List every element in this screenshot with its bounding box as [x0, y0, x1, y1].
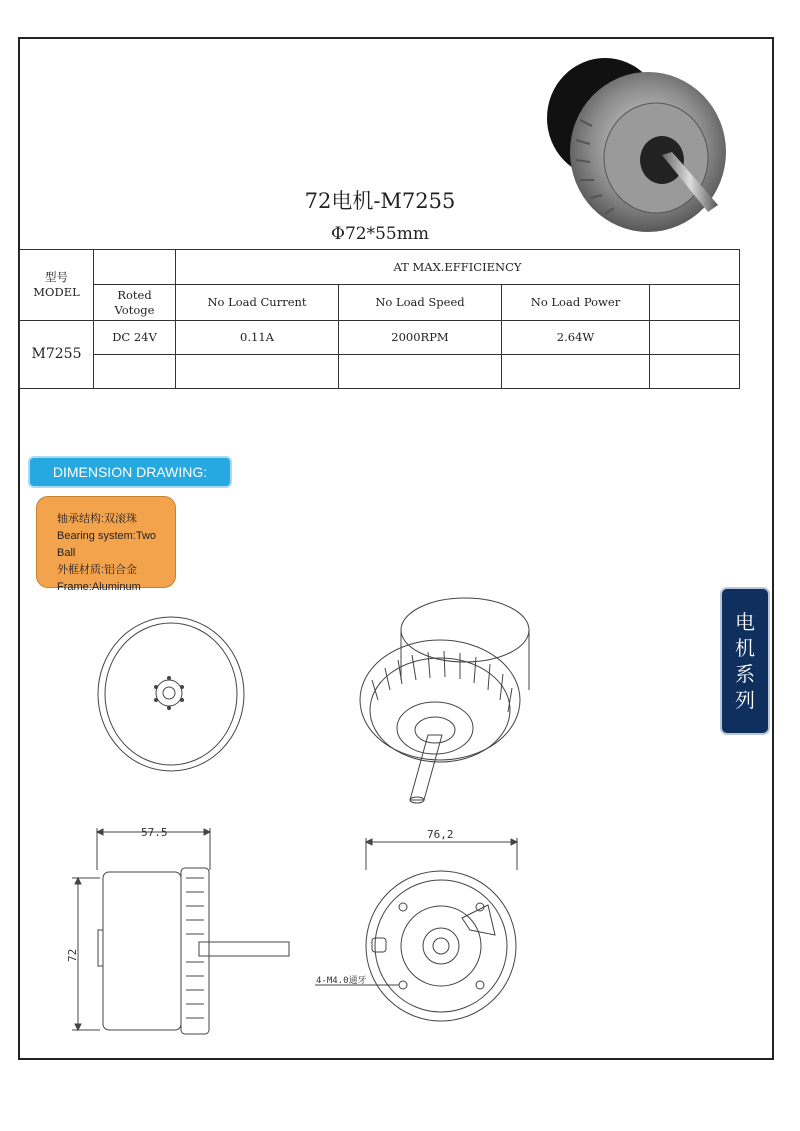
note-line: Frame:Aluminum	[57, 581, 141, 593]
efficiency-header: AT MAX.EFFICIENCY	[176, 250, 740, 285]
diameter-dimension: 76,2	[427, 828, 454, 841]
column-header: No Load Current	[176, 285, 339, 321]
note-line: 轴承结构:双滚珠	[57, 513, 138, 525]
motor-series-tab[interactable]: 电 机 系 列	[722, 589, 768, 733]
column-header: No Load Power	[502, 285, 650, 321]
column-header: No Load Speed	[339, 285, 502, 321]
hole-note: 4-M4.0通牙	[316, 976, 367, 986]
side-view-drawing	[72, 828, 289, 1034]
front-view-drawing	[98, 617, 244, 771]
height-dimension: 72	[66, 948, 79, 962]
value-cell: 2.64W	[502, 321, 650, 355]
length-dimension: 57.5	[141, 826, 168, 839]
value-cell: 2000RPM	[339, 321, 502, 355]
note-line: 外框材质:铝合金	[57, 564, 138, 576]
model-cell: M7255	[20, 321, 94, 389]
page-subtitle: Φ72*55mm	[331, 224, 429, 244]
voltage-header: Roted Votoge	[94, 285, 176, 321]
page-title: 72电机-M7255	[304, 189, 456, 213]
model-header: 型号 MODEL	[20, 250, 94, 321]
voltage-cell: DC 24V	[94, 321, 176, 355]
value-cell: 0.11A	[176, 321, 339, 355]
dimension-drawing-label: DIMENSION DRAWING:	[30, 458, 230, 486]
note-line: Bearing system:Two Ball	[57, 530, 157, 559]
rear-view-drawing	[315, 838, 517, 1021]
isometric-view-drawing	[360, 598, 529, 803]
